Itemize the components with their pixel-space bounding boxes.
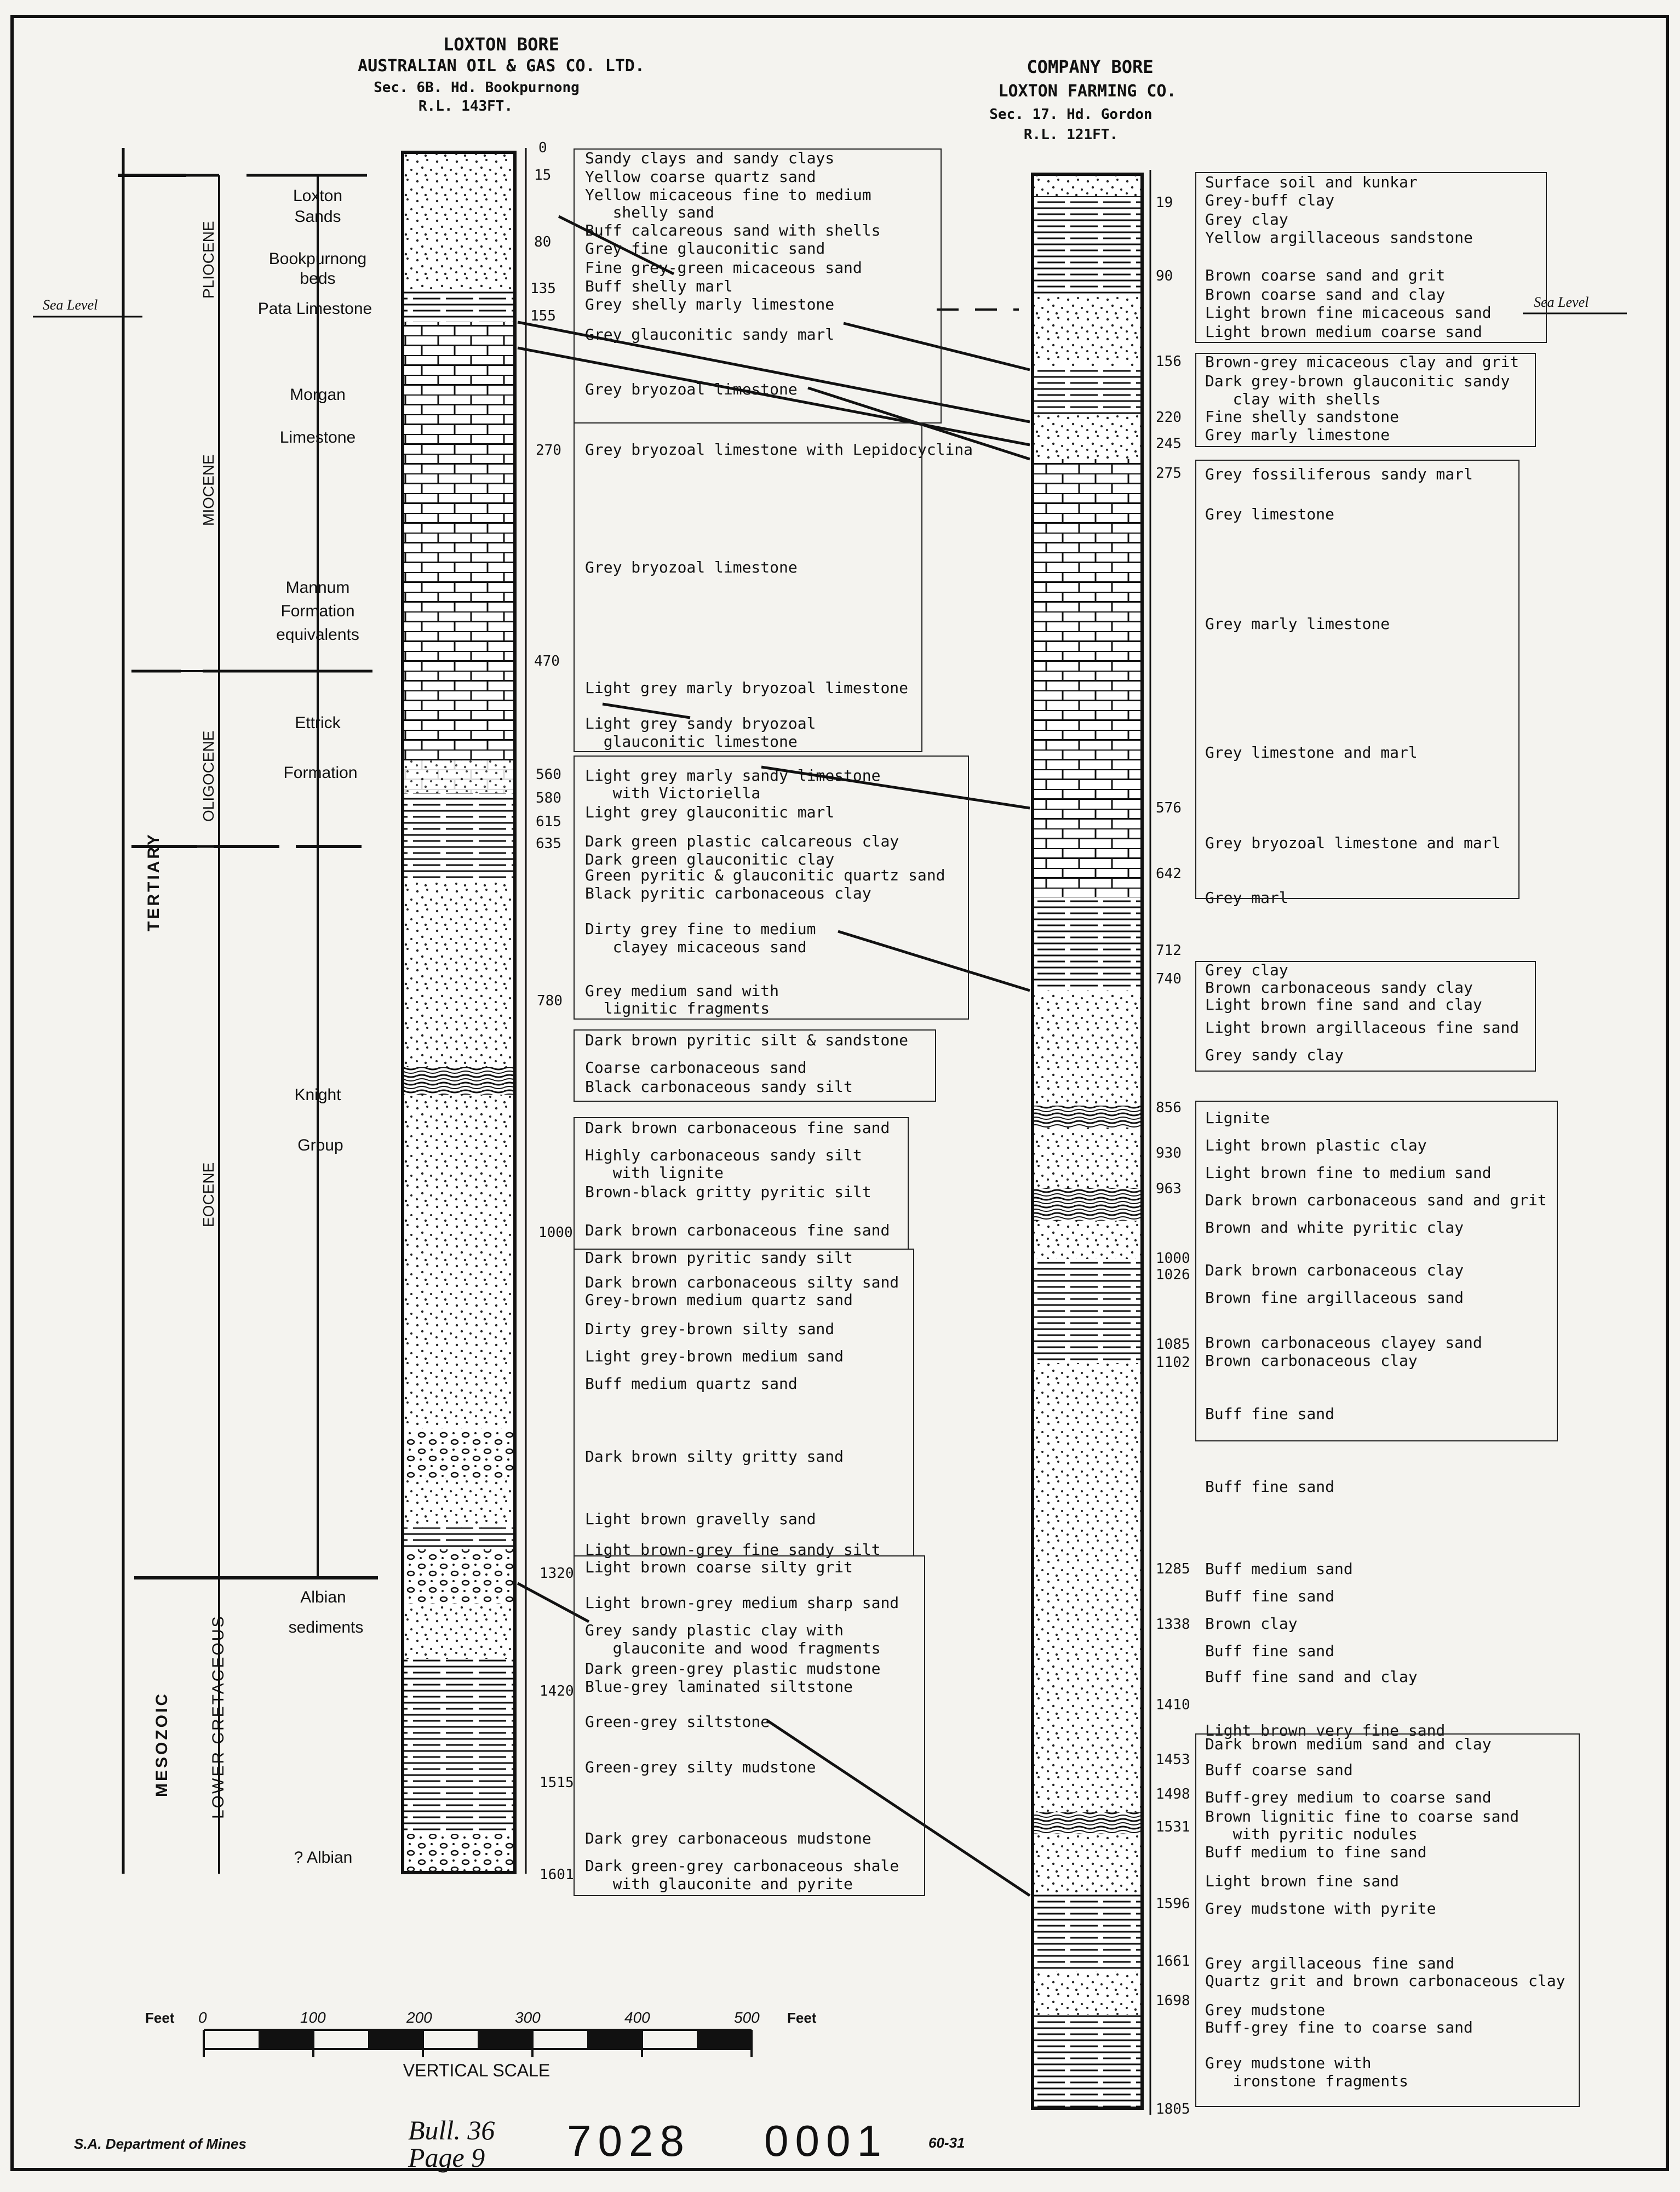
lithology-description: Surface soil and kunkar bbox=[1205, 173, 1418, 191]
bore2-lithology-column bbox=[1033, 170, 1150, 2115]
bore2-rl: R.L. 121FT. bbox=[1023, 127, 1119, 143]
lithology-description: Brown fine argillaceous sand bbox=[1205, 1289, 1464, 1307]
lithology-description: Grey sandy plastic clay with bbox=[585, 1621, 844, 1639]
lithology-description: Buff fine sand and clay bbox=[1205, 1668, 1418, 1686]
lithology-description: Light grey sandy bryozoal bbox=[585, 714, 816, 732]
depth-label: 1515 bbox=[540, 1775, 574, 1791]
formation-loxton: Loxton bbox=[293, 187, 343, 205]
lithology-description: Light brown fine sand and clay bbox=[1205, 995, 1482, 1014]
formation-mannum: Mannum bbox=[285, 579, 350, 597]
lithology-description: Grey glauconitic sandy marl bbox=[585, 325, 835, 344]
lithology-description: Brown and white pyritic clay bbox=[1205, 1218, 1464, 1237]
scale-tick-label: 500 bbox=[734, 2009, 760, 2026]
bore1-descriptions bbox=[585, 149, 973, 1893]
depth-label: 560 bbox=[536, 766, 561, 783]
scale-tick-label: 0 bbox=[198, 2009, 207, 2026]
lithology-description: Grey medium sand with bbox=[585, 982, 779, 1000]
depth-label: 1498 bbox=[1156, 1786, 1190, 1802]
lithology-description: Quartz grit and brown carbonaceous clay bbox=[1205, 1972, 1566, 1990]
sea-level-left bbox=[33, 297, 142, 317]
footer-plan-number: 7028 bbox=[567, 2116, 691, 2165]
bore2-section: Sec. 17. Hd. Gordon bbox=[989, 106, 1153, 123]
depth-label: 642 bbox=[1156, 866, 1182, 882]
depth-label: 1531 bbox=[1156, 1819, 1190, 1835]
lithology-description: Brown lignitic fine to coarse sand bbox=[1205, 1807, 1520, 1825]
lithology-description: glauconitic limestone bbox=[585, 732, 798, 751]
depth-label: 712 bbox=[1156, 942, 1182, 959]
lithology-description: Light brown-grey medium sharp sand bbox=[585, 1594, 899, 1612]
lithology-description: Black pyritic carbonaceous clay bbox=[585, 884, 871, 902]
lithology-description: Grey marly limestone bbox=[1205, 426, 1390, 444]
depth-label: 1420 bbox=[540, 1683, 574, 1699]
lithology-description: Dark brown carbonaceous sand and grit bbox=[1205, 1191, 1547, 1209]
lithology-description: Brown carbonaceous clay bbox=[1205, 1352, 1418, 1370]
lithology-description: Buff fine sand bbox=[1205, 1642, 1335, 1660]
lithology-description: Brown-black gritty pyritic silt bbox=[585, 1183, 871, 1201]
bore2-depth-labels bbox=[1156, 194, 1190, 2117]
bore1-title: LOXTON BORE bbox=[443, 34, 559, 55]
lithology-description: Lignite bbox=[1205, 1109, 1270, 1127]
lithology-description: clayey micaceous sand bbox=[585, 938, 807, 956]
depth-label: 155 bbox=[530, 308, 556, 324]
lithology-description: Grey mudstone bbox=[1205, 2001, 1326, 2019]
lithology-description: Grey clay bbox=[1205, 961, 1288, 979]
depth-label: 1453 bbox=[1156, 1752, 1190, 1768]
lithology-description: Brown coarse sand and grit bbox=[1205, 266, 1446, 284]
lithology-description: Dark green-grey plastic mudstone bbox=[585, 1659, 881, 1678]
bore1-section: Sec. 6B. Hd. Bookpurnong bbox=[374, 79, 580, 96]
lithology-description: Buff-grey fine to coarse sand bbox=[1205, 2018, 1473, 2036]
lithology-description: ironstone fragments bbox=[1205, 2072, 1408, 2090]
lithology-description: Buff medium to fine sand bbox=[1205, 1843, 1427, 1861]
scale-tick-label: 300 bbox=[515, 2009, 541, 2026]
lithology-description: lignitic fragments bbox=[585, 999, 770, 1017]
depth-label: 1601 bbox=[540, 1867, 574, 1883]
lithology-description: Dark grey-brown glauconitic sandy bbox=[1205, 372, 1510, 390]
stratigraphy-column bbox=[118, 148, 378, 1874]
formation-morgan: Morgan bbox=[290, 386, 346, 404]
sea-level-label-left: Sea Level bbox=[43, 297, 98, 313]
lithology-description: clay with shells bbox=[1205, 390, 1381, 408]
footer-department: S.A. Department of Mines bbox=[74, 2136, 246, 2152]
lithology-description: Buff-grey medium to coarse sand bbox=[1205, 1788, 1492, 1806]
depth-label: 270 bbox=[536, 442, 561, 459]
depth-label: 930 bbox=[1156, 1145, 1182, 1161]
lithology-description: Green-grey siltstone bbox=[585, 1713, 770, 1731]
formation-albian: Albian bbox=[300, 1588, 346, 1606]
formation-ettrick: Ettrick bbox=[295, 714, 341, 732]
depth-label: 1285 bbox=[1156, 1561, 1190, 1577]
lithology-description: Grey bryozoal limestone and marl bbox=[1205, 834, 1501, 852]
depth-label: 1026 bbox=[1156, 1267, 1190, 1283]
lithology-description: Buff medium sand bbox=[1205, 1560, 1353, 1578]
era-label-mesozoic: MESOZOIC bbox=[153, 1691, 171, 1797]
lithology-description: Dark green glauconitic clay bbox=[585, 850, 835, 868]
lithology-description: Light grey marly bryozoal limestone bbox=[585, 679, 909, 697]
bore2-company: LOXTON FARMING CO. bbox=[998, 82, 1177, 101]
lithology-description: Buff fine sand bbox=[1205, 1405, 1335, 1423]
lithology-description: Brown carbonaceous clayey sand bbox=[1205, 1333, 1482, 1352]
lithology-description: Buff fine sand bbox=[1205, 1478, 1335, 1496]
formation-sediments: sediments bbox=[288, 1618, 364, 1636]
lithology-description: Grey sandy clay bbox=[1205, 1046, 1344, 1064]
lithology-description: Fine grey-green micaceous sand bbox=[585, 259, 862, 277]
scale-tick-label: 100 bbox=[300, 2009, 326, 2026]
lithology-description: Grey marly limestone bbox=[1205, 615, 1390, 633]
formation-pata-limestone: Pata Limestone bbox=[257, 300, 372, 318]
lithology-description: Grey-brown medium quartz sand bbox=[585, 1291, 853, 1309]
lithology-description: Dirty grey-brown silty sand bbox=[585, 1320, 835, 1338]
footer-page: Page 9 bbox=[408, 2142, 485, 2173]
scale-unit-right: Feet bbox=[787, 2010, 817, 2026]
lithology-description: glauconite and wood fragments bbox=[585, 1639, 881, 1657]
footer-sheet-number: 0001 bbox=[764, 2116, 888, 2165]
formation-mannum-formation: Formation bbox=[280, 602, 355, 620]
lithology-description: Light grey glauconitic marl bbox=[585, 803, 835, 821]
lithology-description: Grey mudstone with pyrite bbox=[1205, 1899, 1436, 1918]
lithology-description: Dark brown medium sand and clay bbox=[1205, 1735, 1492, 1753]
depth-label: 1000 bbox=[538, 1224, 573, 1241]
formation-sands: Sands bbox=[294, 208, 341, 226]
lithology-description: Dark brown carbonaceous clay bbox=[1205, 1261, 1464, 1279]
depth-label: 275 bbox=[1156, 465, 1182, 482]
lithology-description: Light brown very fine sand bbox=[1205, 1721, 1446, 1739]
formation-group: Group bbox=[297, 1136, 343, 1154]
depth-label: 245 bbox=[1156, 436, 1182, 452]
lithology-description: Grey argillaceous fine sand bbox=[1205, 1954, 1455, 1972]
lithology-description: Dark green-grey carbonaceous shale bbox=[585, 1857, 899, 1875]
depth-label: 15 bbox=[534, 167, 552, 184]
bore1-rl: R.L. 143FT. bbox=[418, 98, 513, 115]
lithology-description: Highly carbonaceous sandy silt bbox=[585, 1146, 862, 1164]
depth-label: 156 bbox=[1156, 353, 1182, 370]
lithology-description: shelly sand bbox=[585, 203, 715, 221]
depth-label: 1085 bbox=[1156, 1336, 1190, 1353]
lithology-description: Light brown gravelly sand bbox=[585, 1510, 816, 1528]
lithology-description: Black carbonaceous sandy silt bbox=[585, 1078, 853, 1096]
lithology-description: Light brown medium coarse sand bbox=[1205, 323, 1482, 341]
depth-label: 135 bbox=[530, 281, 556, 297]
bore1-depth-labels bbox=[530, 140, 574, 1883]
depth-label: 856 bbox=[1156, 1100, 1182, 1116]
depth-label: 740 bbox=[1156, 971, 1182, 987]
lithology-description: Light grey-brown medium sand bbox=[585, 1347, 844, 1365]
footer-bull: Bull. 36 bbox=[408, 2115, 495, 2145]
depth-label: 1805 bbox=[1156, 2101, 1190, 2117]
lithology-description: Yellow micaceous fine to medium bbox=[585, 186, 871, 204]
formation-bookpurnong: Bookpurnong bbox=[268, 250, 367, 268]
lithology-description: with pyritic nodules bbox=[1205, 1825, 1418, 1843]
lithology-description: Grey limestone bbox=[1205, 505, 1335, 523]
lithology-description: Dark brown carbonaceous silty sand bbox=[585, 1273, 899, 1291]
lithology-description: Brown clay bbox=[1205, 1615, 1298, 1633]
lithology-description: Light brown fine micaceous sand bbox=[1205, 304, 1492, 322]
depth-label: 19 bbox=[1156, 194, 1173, 211]
footer bbox=[74, 2115, 965, 2173]
lithology-description: Coarse carbonaceous sand bbox=[585, 1058, 807, 1077]
depth-label: 580 bbox=[536, 790, 561, 806]
depth-label: 1410 bbox=[1156, 1697, 1190, 1713]
vertical-scale bbox=[145, 2009, 817, 2080]
bore1-company: AUSTRALIAN OIL & GAS CO. LTD. bbox=[358, 56, 645, 76]
lithology-description: with glauconite and pyrite bbox=[585, 1875, 853, 1893]
lithology-description: Grey bryozoal limestone bbox=[585, 380, 798, 398]
epoch-label-lower-cretaceous: LOWER CRETACEOUS bbox=[209, 1615, 227, 1819]
formation-limestone: Limestone bbox=[279, 428, 356, 447]
formation-beds: beds bbox=[300, 270, 336, 288]
epoch-label-pliocene: PLIOCENE bbox=[200, 221, 217, 299]
lithology-description: Grey clay bbox=[1205, 210, 1288, 228]
lithology-description: Grey fine glauconitic sand bbox=[585, 239, 825, 257]
depth-label: 80 bbox=[534, 234, 552, 250]
lithology-description: Light grey marly sandy limestone bbox=[585, 766, 881, 785]
lithology-description: Light brown fine sand bbox=[1205, 1872, 1400, 1890]
lithology-description: Blue-grey laminated siltstone bbox=[585, 1678, 853, 1696]
epoch-label-miocene: MIOCENE bbox=[200, 454, 217, 526]
lithology-description: Dark brown carbonaceous fine sand bbox=[585, 1119, 890, 1137]
lithology-description: Buff fine sand bbox=[1205, 1587, 1335, 1605]
lithology-description: with Victoriella bbox=[585, 784, 761, 802]
lithology-description: Light brown fine to medium sand bbox=[1205, 1164, 1492, 1182]
lithology-description: Dark grey carbonaceous mudstone bbox=[585, 1829, 871, 1847]
sea-level-label-right: Sea Level bbox=[1534, 294, 1589, 310]
lithology-description: Grey bryozoal limestone bbox=[585, 558, 798, 576]
depth-label: 220 bbox=[1156, 409, 1182, 426]
lithology-description: Brown-grey micaceous clay and grit bbox=[1205, 353, 1520, 371]
lithology-description: with lignite bbox=[585, 1164, 724, 1182]
depth-label: 470 bbox=[534, 653, 560, 669]
lithology-description: Grey bryozoal limestone with Lepidocyclina bbox=[585, 440, 973, 459]
bore1-lithology-column bbox=[403, 148, 526, 1874]
depth-label: 635 bbox=[536, 835, 561, 852]
depth-label: 1698 bbox=[1156, 1993, 1190, 2009]
scale-tick-label: 200 bbox=[406, 2009, 432, 2026]
lithology-description: Green pyritic & glauconitic quartz sand bbox=[585, 866, 945, 884]
depth-label: 0 bbox=[538, 140, 547, 156]
depth-label: 1596 bbox=[1156, 1896, 1190, 1912]
depth-label: 1102 bbox=[1156, 1354, 1190, 1371]
formation-ettrick-formation: Formation bbox=[283, 764, 358, 782]
depth-label: 1661 bbox=[1156, 1953, 1190, 1970]
lithology-description: Light brown-grey fine sandy silt bbox=[585, 1541, 881, 1559]
scale-caption: VERTICAL SCALE bbox=[403, 2061, 551, 2080]
formation-equivalents: equivalents bbox=[276, 626, 359, 644]
lithology-description: Dark brown pyritic silt & sandstone bbox=[585, 1031, 909, 1049]
lithology-description: Fine shelly sandstone bbox=[1205, 408, 1400, 426]
scale-tick-label: 400 bbox=[624, 2009, 650, 2026]
formation-question-albian: ? Albian bbox=[294, 1848, 353, 1867]
lithology-description: Grey-buff clay bbox=[1205, 191, 1335, 209]
lithology-description: Green-grey silty mudstone bbox=[585, 1758, 816, 1776]
lithology-description: Dark brown pyritic sandy silt bbox=[585, 1249, 853, 1267]
lithology-description: Yellow coarse quartz sand bbox=[585, 168, 816, 186]
lithology-description: Dark brown carbonaceous fine sand bbox=[585, 1221, 890, 1239]
lithology-description: Yellow argillaceous sandstone bbox=[1205, 228, 1473, 247]
lithology-description: Dirty grey fine to medium bbox=[585, 920, 816, 938]
lithology-description: Grey fossiliferous sandy marl bbox=[1205, 465, 1473, 483]
lithology-description: Brown coarse sand and clay bbox=[1205, 285, 1446, 304]
lithology-description: Sandy clays and sandy clays bbox=[585, 149, 835, 167]
depth-label: 780 bbox=[537, 993, 563, 1009]
lithology-description: Grey mudstone with bbox=[1205, 2054, 1372, 2072]
footer-ref: 60-31 bbox=[928, 2134, 965, 2151]
epoch-label-oligocene: OLIGOCENE bbox=[200, 730, 217, 822]
lithology-description: Buff calcareous sand with shells bbox=[585, 221, 881, 239]
lithology-description: Grey marl bbox=[1205, 889, 1288, 907]
lithology-description: Grey limestone and marl bbox=[1205, 743, 1418, 762]
lithology-description: Light brown argillaceous fine sand bbox=[1205, 1018, 1520, 1037]
scale-unit-left: Feet bbox=[145, 2010, 175, 2026]
lithology-description: Light brown plastic clay bbox=[1205, 1136, 1427, 1154]
lithology-description: Buff medium quartz sand bbox=[585, 1375, 798, 1393]
lithology-description: Dark brown silty gritty sand bbox=[585, 1447, 844, 1466]
epoch-label-eocene: EOCENE bbox=[200, 1162, 217, 1227]
era-label-tertiary: TERTIARY bbox=[145, 832, 163, 931]
depth-label: 1000 bbox=[1156, 1250, 1190, 1267]
lithology-description: Dark green plastic calcareous clay bbox=[585, 832, 899, 850]
lithology-description: Buff shelly marl bbox=[585, 277, 733, 295]
lithology-description: Buff coarse sand bbox=[1205, 1761, 1353, 1779]
lithology-description: Light brown coarse silty grit bbox=[585, 1558, 853, 1576]
depth-label: 963 bbox=[1156, 1181, 1182, 1197]
lithology-description: Grey shelly marly limestone bbox=[585, 295, 835, 313]
depth-label: 576 bbox=[1156, 800, 1182, 816]
lithology-description: Brown carbonaceous sandy clay bbox=[1205, 978, 1473, 997]
depth-label: 1338 bbox=[1156, 1616, 1190, 1633]
depth-label: 615 bbox=[536, 814, 561, 830]
bore2-title: COMPANY BORE bbox=[1027, 56, 1154, 77]
depth-label: 1320 bbox=[540, 1565, 574, 1582]
formation-knight: Knight bbox=[294, 1086, 341, 1104]
depth-label: 90 bbox=[1156, 268, 1173, 284]
